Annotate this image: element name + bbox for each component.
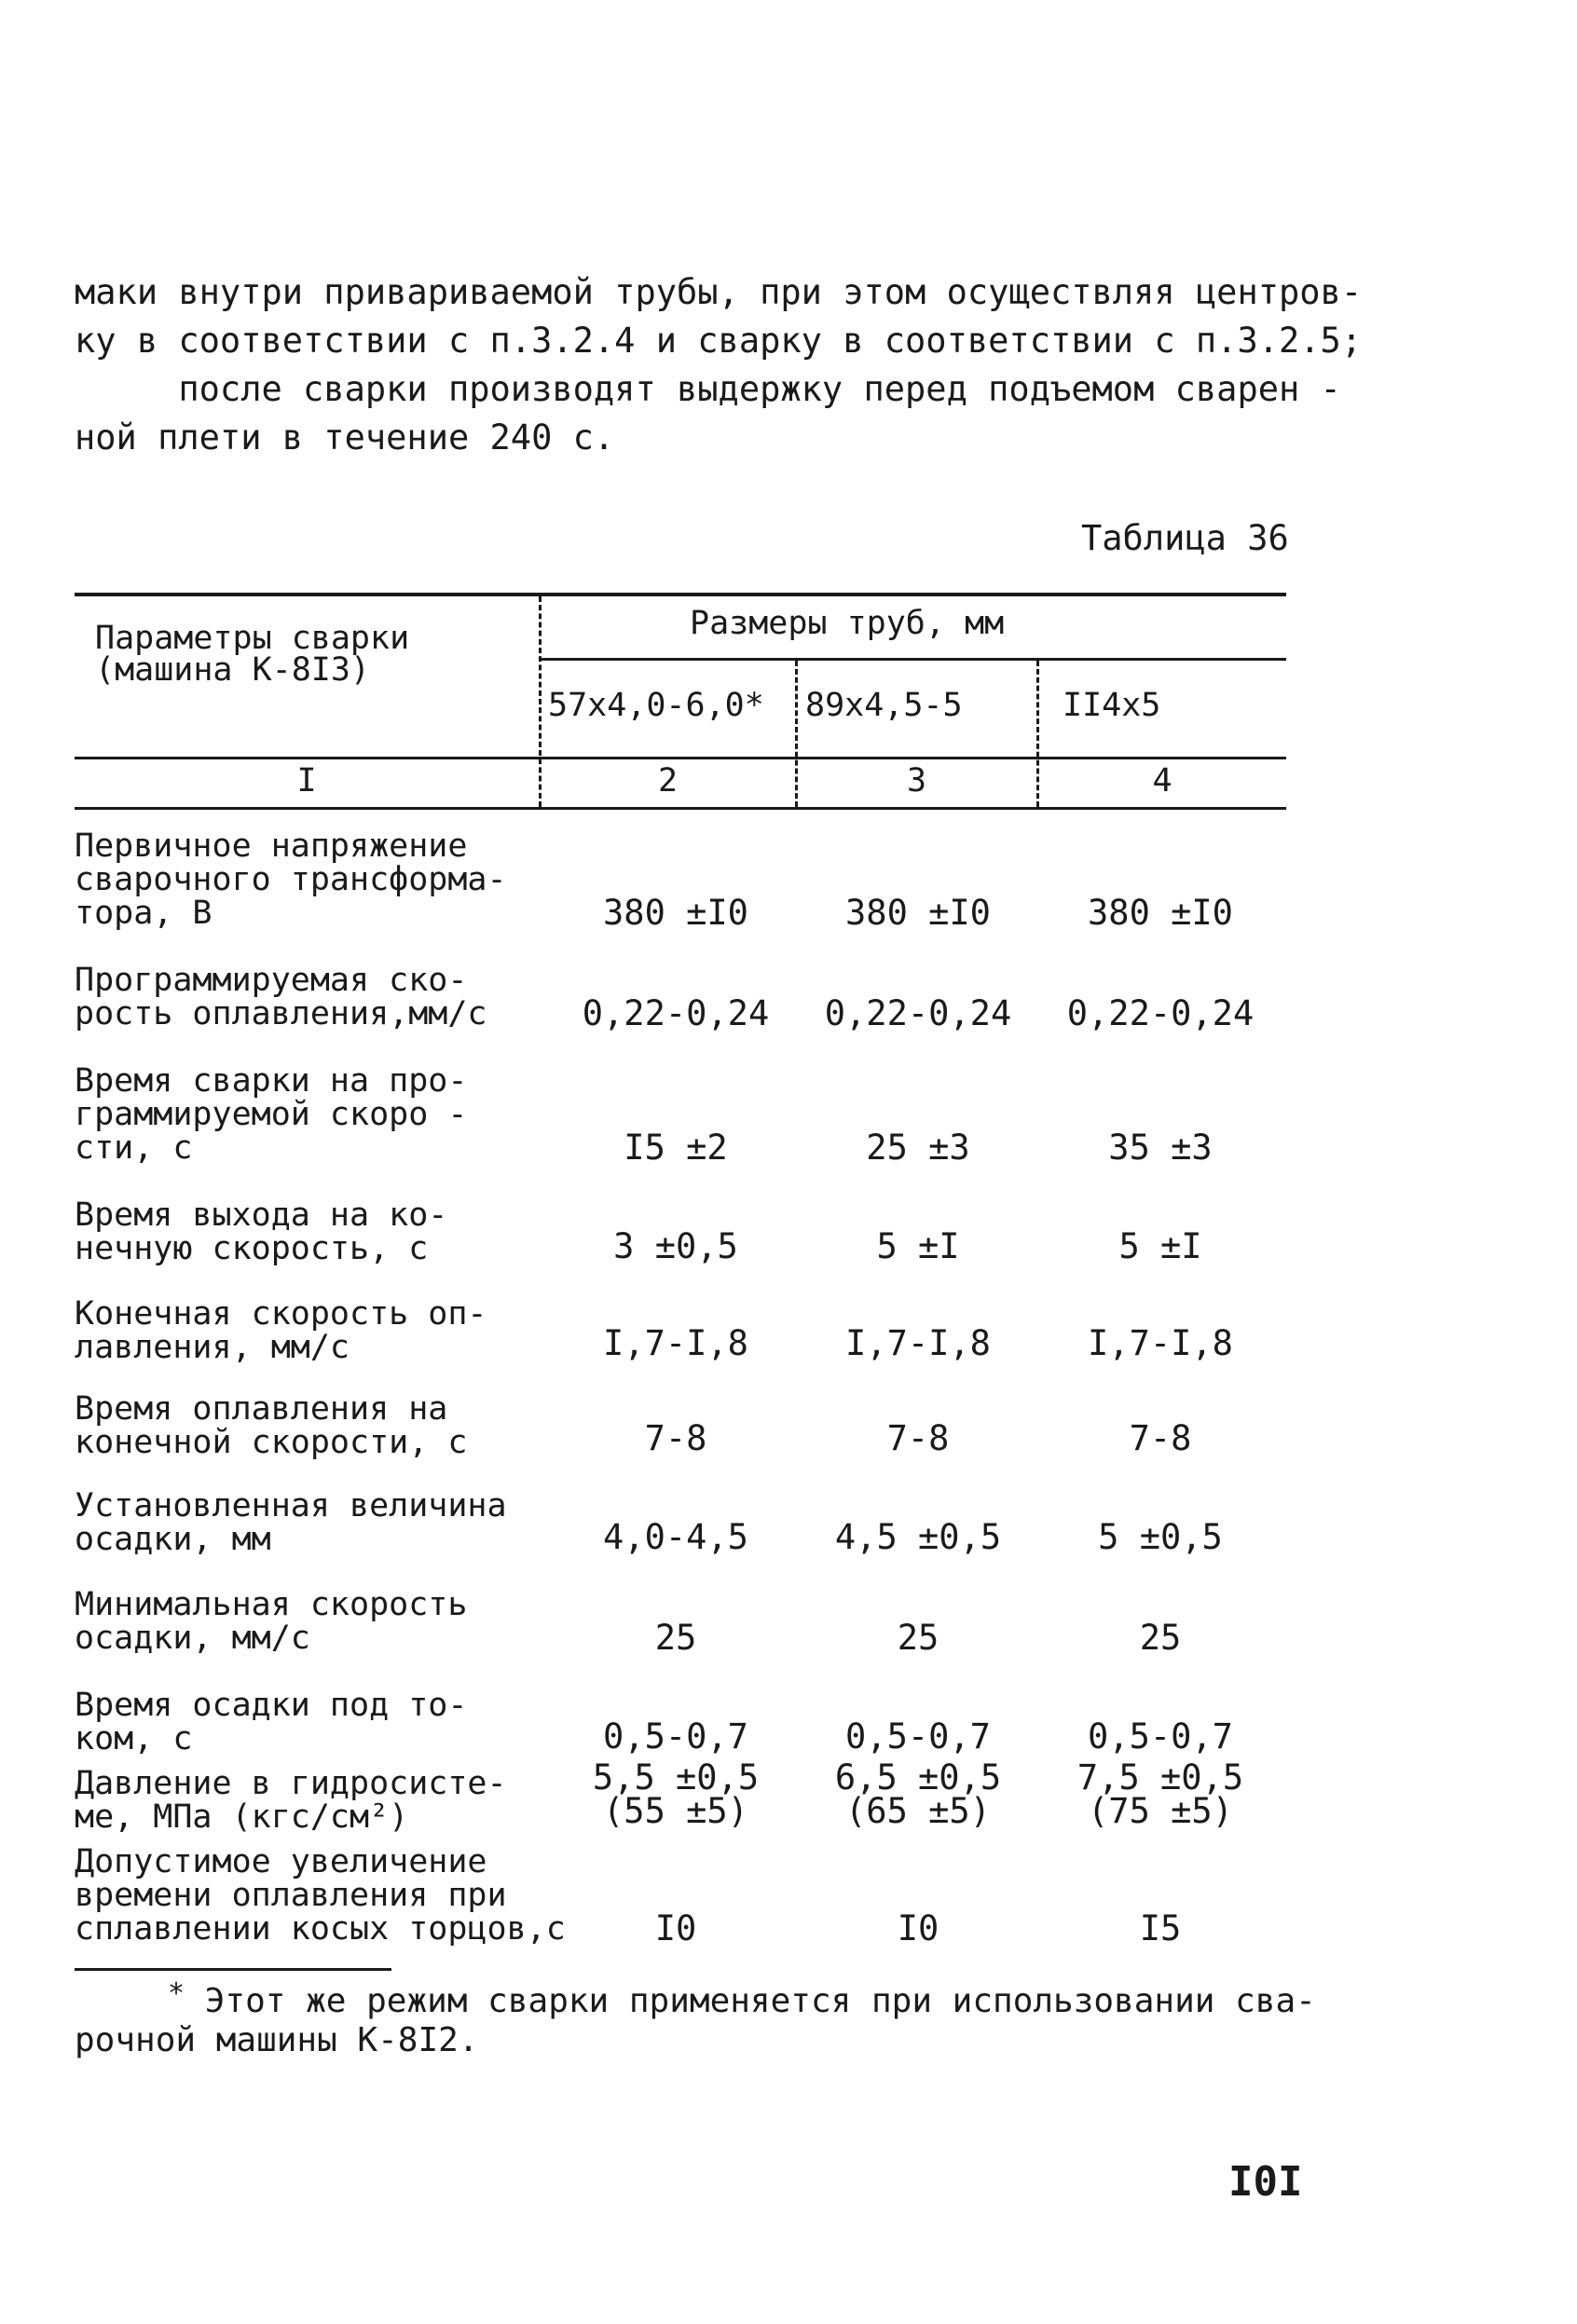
col-header-2: 89x4,5-5 [805,687,963,724]
intro-line-1: маки внутри привариваемой трубы, при этом осуществляя центров- [75,272,1363,312]
cell-r9-c1: 0,5-0,7 [603,1716,748,1757]
table-caption: Таблица 36 [1081,518,1289,558]
row-label-programmed-speed: Программируемая ско- рость оплавления,мм/с [75,962,487,1032]
cell-r11-c2: I0 [897,1908,939,1948]
cell-r2-c2: 0,22-0,24 [824,993,1012,1033]
cell-r11-c1: I0 [654,1908,697,1948]
cell-r5-c2: I,7-I,8 [845,1323,991,1363]
row-label-ramp-time: Время выхода на ко- нечную скорость, с [75,1196,448,1267]
cell-r2-c1: 0,22-0,24 [582,993,770,1033]
intro-line-2: ку в соответствии с п.3.2.4 и сварку в соответствии с п.3.2.5; [75,321,1363,361]
sizes-header: Размеры труб, мм [690,605,1005,642]
cell-r10-c2: 6,5 ±0,5 (65 ±5) [834,1757,1002,1831]
row-label-hydraulic-pressure: Давление в гидросисте- ме, МПа (кгс/см²) [75,1765,507,1836]
footnote-mark: * [168,1977,185,2010]
cell-r3-c1: I5 ±2 [624,1128,728,1168]
row-label-final-speed: Конечная скорость оп- лавления, мм/с [75,1295,487,1366]
row-label-flash-time: Время оплавления на конечной скорости, с [75,1390,468,1461]
param-header: Параметры сварки (машина К-8I3) [95,620,410,689]
cell-r6-c1: 7-8 [644,1418,707,1458]
cell-r10-c3: 7,5 ±0,5 (75 ±5) [1076,1757,1244,1831]
cell-r4-c1: 3 ±0,5 [613,1226,738,1266]
footnote [75,1977,1316,2059]
footnote-text: Этот же режим сварки применяется при использовании сва- [185,1982,1316,2020]
footnote-rule [75,1968,391,1971]
cell-r3-c2: 25 ±3 [866,1128,970,1168]
cell-r7-c1: 4,0-4,5 [603,1517,748,1557]
numbers-bottom-rule [75,807,1286,810]
intro-line-4: ной плети в течение 240 с. [75,417,615,458]
page-number: I0I [1228,2158,1303,2206]
col-number-1: I [296,762,317,800]
cell-r4-c3: 5 ±I [1118,1226,1202,1266]
cell-r8-c1: 25 [654,1618,697,1658]
cell-r9-c3: 0,5-0,7 [1088,1716,1233,1757]
cell-r3-c3: 35 ±3 [1108,1128,1213,1168]
row-label-allowed-increase: Допустимое увеличение времени оплавления при сплавлении косых торцов,с [75,1843,566,1948]
header-bottom-rule [75,757,1286,759]
footnote-text-2: рочной машины К-8I2. [75,2021,479,2059]
cell-r9-c2: 0,5-0,7 [845,1716,991,1757]
row-label-min-upset-speed: Минимальная скорость осадки, мм/с [75,1586,468,1657]
col-header-3: II4x5 [1063,687,1161,724]
col-number-2: 2 [657,762,679,800]
cell-r10-c1: 5,5 ±0,5 (55 ±5) [592,1757,760,1831]
cell-r5-c3: I,7-I,8 [1088,1323,1233,1363]
col-number-4: 4 [1152,762,1172,800]
cell-r1-c3: 380 ±I0 [1088,893,1233,933]
cell-r8-c2: 25 [897,1618,939,1658]
cell-r4-c2: 5 ±I [876,1226,960,1266]
cell-r7-c3: 5 ±0,5 [1098,1517,1223,1557]
cell-r5-c1: I,7-I,8 [603,1323,748,1363]
cell-r6-c3: 7-8 [1129,1418,1192,1458]
row-label-upset-value: Установленная величина осадки, мм [75,1487,507,1558]
cell-r11-c3: I5 [1139,1908,1182,1948]
cell-r8-c3: 25 [1139,1618,1182,1658]
col-number-3: 3 [906,762,927,800]
cell-r1-c1: 380 ±I0 [603,893,748,933]
cell-r2-c3: 0,22-0,24 [1066,993,1255,1033]
intro-paragraph [75,268,1363,462]
row-label-primary-voltage: Первичное напряжение сварочного трансформа- тора, В [75,827,507,932]
table-top-rule [75,593,1286,596]
cell-r6-c2: 7-8 [886,1418,950,1458]
row-label-welding-time: Время сварки на про- граммируемой скоро - сти, с [75,1062,468,1167]
cell-r7-c2: 4,5 ±0,5 [834,1517,1002,1557]
intro-line-3: после сварки производят выдержку перед подъемом сварен - [75,369,1341,409]
header-mid-rule [539,658,1286,661]
cell-r1-c2: 380 ±I0 [845,893,991,933]
row-label-upset-time: Время осадки под то- ком, с [75,1687,468,1757]
col-header-1: 57x4,0-6,0* [548,687,764,724]
